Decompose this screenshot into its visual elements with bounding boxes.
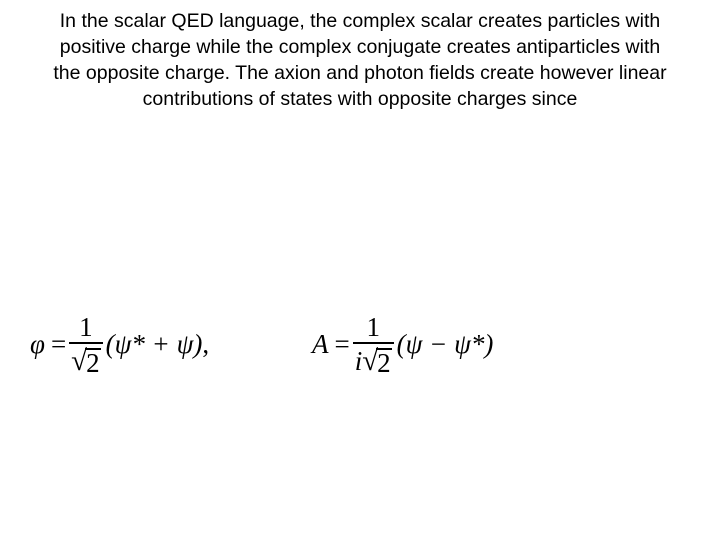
trailing-comma: , [202,328,210,359]
a-symbol: A [312,328,329,359]
phi-symbol: φ [30,328,45,359]
fraction [353,312,394,376]
paragraph-line: positive charge while the complex conjugate creates antiparticles with [59,36,661,58]
fraction-numerator: 1 [79,312,93,342]
radicand: 2 [86,348,100,378]
equation-body: (ψ − ψ*) [396,328,494,359]
paragraph-line: the opposite charge. The axion and photon fields create however linear [53,62,667,84]
equals-sign: = [334,328,350,359]
equation-phi [30,312,209,376]
radicand: 2 [377,348,391,378]
paragraph-line: In the scalar QED language, the complex scalar creates particles with [59,10,661,32]
fraction-numerator: 1 [366,312,380,342]
imaginary-unit: i [354,346,363,376]
square-root [362,346,391,376]
paragraph-line: contributions of states with opposite charges since [142,88,578,110]
fraction-denominator [353,344,394,376]
fraction-denominator [69,344,102,376]
intro-paragraph [20,8,700,112]
equation-body: (ψ* + ψ) [105,328,203,359]
radical-sign: √ [71,345,88,377]
fraction [69,312,102,376]
radical-sign: √ [362,345,379,377]
equation-a [312,312,493,376]
equals-sign: = [50,328,67,359]
square-root [71,346,100,376]
